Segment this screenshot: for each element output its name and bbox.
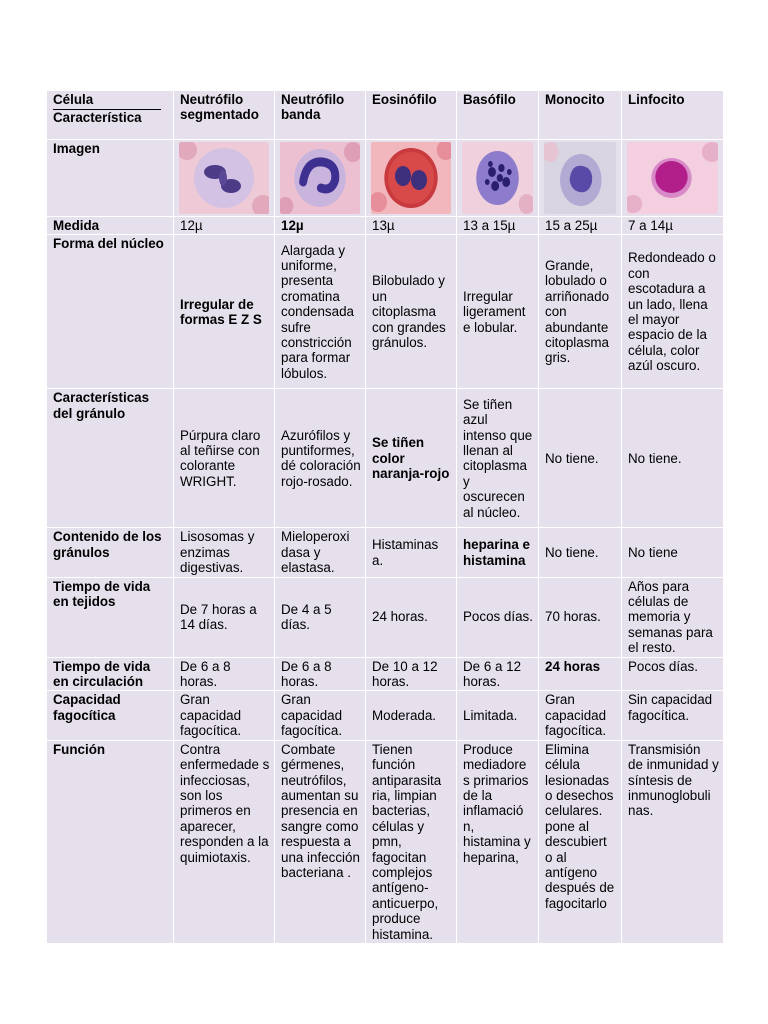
data-cell: Pocos días. bbox=[622, 657, 724, 691]
data-cell: Años para células de memoria y semanas para el resto. bbox=[622, 577, 724, 657]
data-cell: De 4 a 5 días. bbox=[275, 577, 366, 657]
data-cell: Pocos días. bbox=[457, 577, 539, 657]
header-linfocito: Linfocito bbox=[622, 91, 724, 140]
monocyte-micrograph bbox=[544, 142, 616, 214]
data-cell: Púrpura claro al teñirse con colorante WRIGHT. bbox=[174, 389, 275, 528]
image-cell bbox=[622, 140, 724, 217]
row-label-tiempo-tejidos: Tiempo de vida en tejidos bbox=[47, 577, 174, 657]
row-medida bbox=[47, 217, 724, 235]
data-cell: heparina e histamina bbox=[457, 528, 539, 577]
data-cell: Produce mediadore s primarios de la inflamació n, histamina y heparina, bbox=[457, 740, 539, 943]
data-cell: Transmisión de inmunidad y síntesis de inmunoglobuli nas. bbox=[622, 740, 724, 943]
data-cell: Combate gérmenes, neutrófilos, aumentan su presencia en sangre como respuesta a una infección bacteriana . bbox=[275, 740, 366, 943]
data-cell: Limitada. bbox=[457, 691, 539, 740]
data-cell: De 6 a 8 horas. bbox=[275, 657, 366, 691]
data-cell: Azurófilos y puntiformes, dé coloración rojo-rosado. bbox=[275, 389, 366, 528]
header-neutrofilo-segmentado: Neutrófilo segmentado bbox=[174, 91, 275, 140]
row-label-tiempo-circulacion: Tiempo de vida en circulación bbox=[47, 657, 174, 691]
data-cell: De 10 a 12 horas. bbox=[366, 657, 457, 691]
row-label-contenido-granulos: Contenido de los gránulos bbox=[47, 528, 174, 577]
data-cell: Bilobulado y un citoplasma con grandes gránulos. bbox=[366, 235, 457, 389]
neutrophil-segmented-micrograph bbox=[179, 142, 269, 214]
header-row bbox=[47, 91, 724, 140]
data-cell: No tiene. bbox=[539, 528, 622, 577]
data-cell: 7 a 14µ bbox=[622, 217, 724, 235]
neutrophil-band-micrograph bbox=[280, 142, 360, 214]
data-cell: Mieloperoxi dasa y elastasa. bbox=[275, 528, 366, 577]
data-cell: 70 horas. bbox=[539, 577, 622, 657]
row-contenido-granulos bbox=[47, 528, 724, 577]
data-cell: 13µ bbox=[366, 217, 457, 235]
eosinophil-micrograph bbox=[371, 142, 451, 214]
data-cell: Grande, lobulado o arriñonado con abundante citoplasma gris. bbox=[539, 235, 622, 389]
row-forma-nucleo bbox=[47, 235, 724, 389]
row-label-capacidad-fagocitica: Capacidad fagocítica bbox=[47, 691, 174, 740]
header-characteristic-label: Característica bbox=[53, 110, 142, 126]
data-cell: Gran capacidad fagocítica. bbox=[174, 691, 275, 740]
data-cell: 15 a 25µ bbox=[539, 217, 622, 235]
data-cell: Se tiñen color naranja-rojo bbox=[366, 389, 457, 528]
data-cell: Sin capacidad fagocítica. bbox=[622, 691, 724, 740]
row-tiempo-tejidos bbox=[47, 577, 724, 657]
row-label-medida: Medida bbox=[47, 217, 174, 235]
data-cell: Irregular de formas E Z S bbox=[174, 235, 275, 389]
header-eosinofilo: Eosinófilo bbox=[366, 91, 457, 140]
row-label-forma-nucleo: Forma del núcleo bbox=[47, 235, 174, 389]
data-cell: Tienen función antiparasita ria, limpian bacterias, células y pmn, fagocitan complejos antígeno-anticuerpo, produce histamina. bbox=[366, 740, 457, 943]
data-cell: No tiene. bbox=[622, 389, 724, 528]
data-cell: De 7 horas a 14 días. bbox=[174, 577, 275, 657]
data-cell: No tiene. bbox=[539, 389, 622, 528]
image-cell bbox=[174, 140, 275, 217]
data-cell: 24 horas. bbox=[366, 577, 457, 657]
cell-comparison-table bbox=[46, 90, 724, 944]
header-basofilo: Basófilo bbox=[457, 91, 539, 140]
basophil-micrograph bbox=[462, 142, 533, 214]
row-caracteristicas-granulo bbox=[47, 389, 724, 528]
header-monocito: Monocito bbox=[539, 91, 622, 140]
header-neutrofilo-banda: Neutrófilo banda bbox=[275, 91, 366, 140]
data-cell: Elimina célula lesionadas o desechos celulares. pone al descubiert o al antígeno después de fagocitarlo bbox=[539, 740, 622, 943]
row-imagen bbox=[47, 140, 724, 217]
image-cell bbox=[275, 140, 366, 217]
row-capacidad-fagocitica bbox=[47, 691, 724, 740]
row-label-funcion: Función bbox=[47, 740, 174, 943]
lymphocyte-micrograph bbox=[627, 142, 718, 214]
data-cell: Redondeado o con escotadura a un lado, llena el mayor espacio de la célula, color azúl oscuro. bbox=[622, 235, 724, 389]
data-cell: De 6 a 8 horas. bbox=[174, 657, 275, 691]
row-label-caracteristicas-granulo: Características del gránulo bbox=[47, 389, 174, 528]
row-funcion bbox=[47, 740, 724, 943]
data-cell: Se tiñen azul intenso que llenan al citoplasma y oscurecen al núcleo. bbox=[457, 389, 539, 528]
image-cell bbox=[539, 140, 622, 217]
data-cell: 13 a 15µ bbox=[457, 217, 539, 235]
data-cell: Moderada. bbox=[366, 691, 457, 740]
data-cell: Irregular ligerament e lobular. bbox=[457, 235, 539, 389]
data-cell: 12µ bbox=[275, 217, 366, 235]
header-corner bbox=[47, 91, 174, 140]
data-cell: 24 horas bbox=[539, 657, 622, 691]
image-cell bbox=[457, 140, 539, 217]
row-tiempo-circulacion bbox=[47, 657, 724, 691]
image-cell bbox=[366, 140, 457, 217]
data-cell: Histaminas a. bbox=[366, 528, 457, 577]
data-cell: Gran capacidad fagocítica. bbox=[539, 691, 622, 740]
row-label-imagen: Imagen bbox=[47, 140, 174, 217]
data-cell: De 6 a 12 horas. bbox=[457, 657, 539, 691]
data-cell: Lisosomas y enzimas digestivas. bbox=[174, 528, 275, 577]
header-cell-label: Célula bbox=[53, 92, 94, 107]
data-cell: Alargada y uniforme, presenta cromatina condensada sufre constricción para formar lóbulos. bbox=[275, 235, 366, 389]
data-cell: Gran capacidad fagocítica. bbox=[275, 691, 366, 740]
data-cell: Contra enfermedade s infecciosas, son los primeros en aparecer, responden a la quimiotaxis. bbox=[174, 740, 275, 943]
data-cell: 12µ bbox=[174, 217, 275, 235]
data-cell: No tiene bbox=[622, 528, 724, 577]
